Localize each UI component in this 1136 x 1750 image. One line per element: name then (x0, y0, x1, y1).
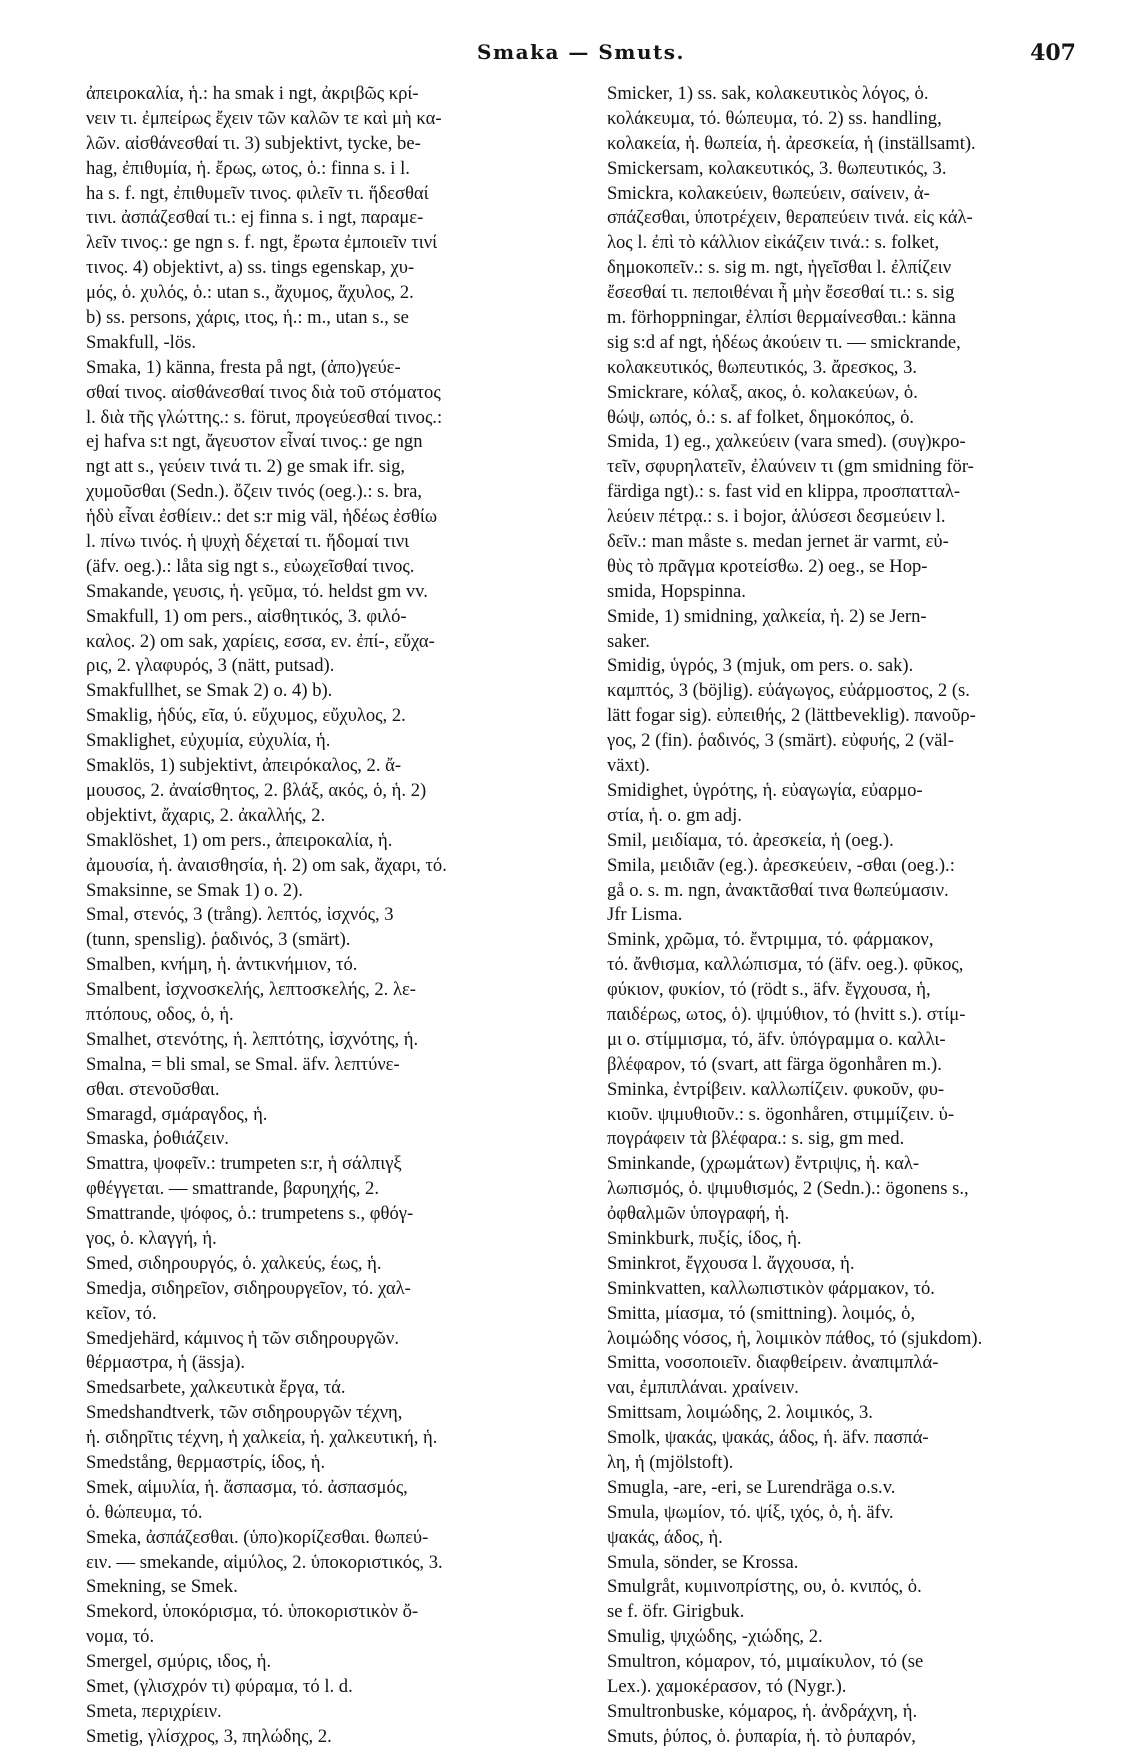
dictionary-line: νομα, τό. (86, 1626, 155, 1648)
dictionary-line: Smultronbuske, κόμαρος, ἡ. ἀνδράχνη, ἡ. (607, 1700, 918, 1722)
dictionary-line: θὺς τὸ πρᾶγμα κροτείσθω. 2) oeg., se Hop- (607, 555, 928, 577)
dictionary-line: φθέγγεται. — smattrande, βαρυηχής, 2. (86, 1178, 379, 1200)
dictionary-line: λεύειν πέτρᾳ.: s. i bojor, ἁλύσεσι δεσμεύειν l. (607, 506, 946, 528)
dictionary-line: objektivt, ἄχαρις, 2. ἀκαλλής, 2. (86, 804, 326, 826)
dictionary-line: Smida, 1) eg., χαλκεύειν (vara smed). (συγ)κρο- (607, 431, 966, 453)
dictionary-line: ὀφθαλμῶν ὑπογραφή, ἡ. (607, 1203, 790, 1225)
dictionary-line: πτόπους, οδος, ὁ, ἡ. (86, 1003, 234, 1025)
dictionary-line: Sminkburk, πυξίς, ίδος, ἡ. (607, 1227, 802, 1249)
dictionary-line: Smaksinne, se Smak 1) o. 2). (86, 879, 303, 901)
dictionary-line: Smek, αἱμυλία, ἡ. ἄσπασμα, τό. ἀσπασμός, (86, 1476, 408, 1498)
dictionary-line: hag, ἐπιθυμία, ἡ. ἔρως, ωτος, ὁ.: finna s. i l. (86, 157, 410, 179)
dictionary-line: Smulgråt, κυμινοπρίστης, ου, ὁ. κνιπός, ὁ. (607, 1576, 922, 1598)
dictionary-line: λεῖν τινος.: ge ngn s. f. ngt, ἔρωτα ἐμποιεῖν τινί (86, 232, 438, 254)
dictionary-line: Smickersam, κολακευτικός, 3. θωπευτικός, 3. (607, 157, 947, 179)
dictionary-line: ej hafva s:t ngt, ἄγευστον εἶναί τινος.: ge ngn (86, 431, 423, 453)
dictionary-line: νειν τι. ἐμπείρως ἔχειν τῶν καλῶν τε καὶ μὴ κα- (86, 107, 442, 129)
dictionary-line: Smulig, ψιχώδης, -χιώδης, 2. (607, 1626, 823, 1648)
dictionary-line: Smattra, ψοφεῖν.: trumpeten s:r, ἡ σάλπιγξ (86, 1153, 402, 1175)
dictionary-line: Smergel, σμύρις, ιδος, ἡ. (86, 1651, 272, 1673)
dictionary-line: ὁ. θώπευμα, τό. (86, 1501, 203, 1523)
right-column (607, 82, 1073, 1750)
dictionary-line: Smakande, γευσις, ἡ. γεῦμα, τό. heldst gm vv. (86, 580, 428, 602)
left-column (86, 82, 552, 1750)
dictionary-line: Smaka, 1) känna, fresta på ngt, (ἀπο)γεύε- (86, 356, 401, 378)
dictionary-line: Smickra, κολακεύειν, θωπεύειν, σαίνειν, ἀ- (607, 182, 930, 204)
dictionary-line: Smedsarbete, χαλκευτικὰ ἔργα, τά. (86, 1377, 346, 1399)
dictionary-line: μουσος, 2. ἀναίσθητος, 2. βλάξ, ακός, ὁ, ἡ. 2) (86, 779, 427, 801)
dictionary-line: Smakfullhet, se Smak 2) o. 4) b). (86, 680, 333, 702)
dictionary-line: κολάκευμα, τό. θώπευμα, τό. 2) ss. handling, (607, 107, 942, 129)
dictionary-line: (äfv. oeg.).: låta sig ngt s., εὐωχεῖσθαί τινος. (86, 555, 415, 577)
dictionary-line: Smakfull, 1) om pers., αἰσθητικός, 3. φιλό- (86, 605, 407, 627)
dictionary-line: κολακεία, ἡ. θωπεία, ἡ. ἀρεσκεία, ἡ (inställsamt). (607, 132, 976, 154)
dictionary-line: μι o. στίμμισμα, τό, äfv. ὑπόγραμμα o. καλλι- (607, 1028, 946, 1050)
dictionary-line: καμπτός, 3 (böjlig). εὐάγωγος, εὐάρμοστος, 2 (s. (607, 680, 970, 702)
dictionary-line: Smedja, σιδηρεῖον, σιδηρουργεῖον, τό. χαλ- (86, 1277, 411, 1299)
dictionary-line: smida, Hopspinna. (607, 580, 746, 602)
dictionary-line: Smittsam, λοιμώδης, 2. λοιμικός, 3. (607, 1402, 873, 1424)
dictionary-line: Smekord, ὑποκόρισμα, τό. ὑποκοριστικὸν ὄ- (86, 1601, 419, 1623)
page-header (86, 40, 1076, 80)
dictionary-line: τινος. 4) objektivt, a) ss. tings egenskap, χυ- (86, 257, 415, 279)
dictionary-line: τό. ἄνθισμα, καλλώπισμα, τό (äfv. oeg.). φῦκος, (607, 954, 964, 976)
dictionary-line: ἀμουσία, ἡ. ἀναισθησία, ἡ. 2) om sak, ἄχαρι, τό. (86, 854, 447, 876)
dictionary-line: σθαι. στενοῦσθαι. (86, 1078, 220, 1100)
dictionary-line: πογράφειν τὰ βλέφαρα.: s. sig, gm med. (607, 1128, 905, 1150)
dictionary-line: Smedjehärd, κάμινος ἡ τῶν σιδηρουργῶν. (86, 1327, 399, 1349)
dictionary-line: Smeta, περιχρίειν. (86, 1700, 222, 1722)
dictionary-line: ἡδὺ εἶναι ἐσθίειν.: det s:r mig väl, ἡδέως ἐσθίω (86, 506, 438, 528)
dictionary-line: κολακευτικός, θωπευτικός, 3. ἄρεσκος, 3. (607, 356, 918, 378)
dictionary-line: ρις, 2. γλαφυρός, 3 (nätt, putsad). (86, 655, 335, 677)
dictionary-line: ψακάς, άδος, ἡ. (607, 1526, 723, 1548)
dictionary-line: γος, ὁ. κλαγγή, ἡ. (86, 1227, 217, 1249)
dictionary-line: lätt fogar sig). εὐπειθής, 2 (lättbeveklig). πανοῦρ- (607, 705, 976, 727)
dictionary-line: Smattrande, ψόφος, ὁ.: trumpetens s., φθόγ- (86, 1203, 414, 1225)
dictionary-line: Smeka, ἀσπάζεσθαι. (ὑπο)κορίζεσθαι. θωπεύ- (86, 1526, 429, 1548)
dictionary-line: Smicker, 1) ss. sak, κολακευτικὸς λόγος, ὁ. (607, 83, 929, 104)
dictionary-line: κεῖον, τό. (86, 1302, 157, 1324)
dictionary-line: Smolk, ψακάς, ψακάς, άδος, ἡ. äfv. πασπά- (607, 1427, 929, 1449)
dictionary-line: φύκιον, φυκίον, τό (rödt s., äfv. ἔγχουσα, ἡ, (607, 979, 931, 1001)
dictionary-line: Jfr Lisma. (607, 904, 683, 926)
dictionary-line: Smetig, γλίσχρος, 3, πηλώδης, 2. (86, 1725, 332, 1747)
dictionary-line: Smula, ψωμίον, τό. ψίξ, ιχός, ὁ, ἡ. äfv. (607, 1501, 894, 1523)
dictionary-line: m. förhoppningar, ἐλπίσι θερμαίνεσθαι.: känna (607, 307, 957, 329)
dictionary-line: Smitta, νοσοποιεῖν. διαφθείρειν. ἀναπιμπλά- (607, 1352, 939, 1374)
dictionary-line: κιοῦν. ψιμυθιοῦν.: s. ögonhåren, στιμμίζειν. ὑ- (607, 1103, 955, 1125)
dictionary-line: Sminkande, (χρωμάτων) ἔντριψις, ἡ. καλ- (607, 1153, 920, 1175)
dictionary-line: Smidighet, ὑγρότης, ἡ. εὐαγωγία, εὐαρμο- (607, 779, 923, 801)
dictionary-line: Smalben, κνήμη, ἡ. ἀντικνήμιον, τό. (86, 954, 358, 976)
dictionary-line: Smaklös, 1) subjektivt, ἀπειρόκαλος, 2. ἄ- (86, 755, 402, 777)
dictionary-line: τεῖν, σφυρηλατεῖν, ἐλαύνειν τι (gm smidning för- (607, 456, 974, 478)
dictionary-line: Smed, σιδηρουργός, ὁ. χαλκεύς, έως, ἡ. (86, 1252, 382, 1274)
dictionary-line: δεῖν.: man måste s. medan jernet är varmt, εὐ- (607, 531, 949, 553)
dictionary-line: färdiga ngt).: s. fast vid en klippa, προσπατταλ- (607, 481, 961, 503)
dictionary-line: ἀπειροκαλία, ἡ.: ha smak i ngt, ἀκριβῶς κρί- (86, 83, 419, 104)
dictionary-line: ngt att s., γεύειν τινά τι. 2) ge smak ifr. sig, (86, 456, 406, 478)
page-number: 407 (1030, 40, 1076, 66)
dictionary-line: σθαί τινος. αἰσθάνεσθαί τινος διὰ τοῦ στόματος (86, 381, 441, 403)
dictionary-line: Smitta, μίασμα, τό (smittning). λοιμός, ὁ, (607, 1302, 916, 1324)
dictionary-line: Smet, (γλισχρόν τι) φύραμα, τό l. d. (86, 1676, 353, 1697)
dictionary-line: Smickrare, κόλαξ, ακος, ὁ. κολακεύων, ὁ. (607, 381, 918, 403)
dictionary-line: γος, 2 (fin). ῥαδινός, 3 (smärt). εὐφυής, 2 (väl- (607, 730, 954, 752)
dictionary-line: λος l. ἐπὶ τὸ κάλλιον εἰκάζειν τινά.: s. folket, (607, 232, 940, 254)
dictionary-line: λωπισμός, ὁ. ψιμυθισμός, 2 (Sedn.).: ögonens s., (607, 1178, 969, 1200)
dictionary-line: Smila, μειδιᾶν (eg.). ἀρεσκεύειν, -σθαι (oeg.).: (607, 854, 955, 876)
dictionary-line: λοιμώδης νόσος, ἡ, λοιμικὸν πάθος, τό (sjukdom). (607, 1327, 983, 1349)
dictionary-line: ἡ. σιδηρῖτις τέχνη, ἡ χαλκεία, ἡ. χαλκευτική, ἡ. (86, 1427, 438, 1449)
dictionary-line: χυμοῦσθαι (Sedn.). ὄζειν τινός (oeg.).: s. bra, (86, 481, 423, 503)
dictionary-line: sig s:d af ngt, ἡδέως ἀκούειν τι. — smickrande, (607, 331, 961, 353)
dictionary-line: gå o. s. m. ngn, ἀνακτᾶσθαί τινα θωπεύμασιν. (607, 879, 949, 901)
dictionary-line: Smaklig, ἡδύς, εῖα, ύ. εὔχυμος, εὔχυλος, 2. (86, 705, 406, 727)
dictionary-line: Smedshandtverk, τῶν σιδηρουργῶν τέχνη, (86, 1402, 403, 1424)
running-head: Smaka — Smuts. (477, 40, 685, 64)
dictionary-line: Smula, sönder, se Krossa. (607, 1551, 799, 1573)
dictionary-line: l. διὰ τῆς γλώττης.: s. förut, προγεύεσθαί τινος.: (86, 406, 443, 428)
dictionary-line: Smil, μειδίαμα, τό. ἀρεσκεία, ἡ (oeg.). (607, 829, 894, 851)
dictionary-line: Smink, χρῶμα, τό. ἔντριμμα, τό. φάρμακον, (607, 929, 934, 951)
dictionary-line: saker. (607, 630, 650, 652)
dictionary-line: b) ss. persons, χάρις, ιτος, ἡ.: m., utan s., se (86, 307, 409, 329)
dictionary-line: Lex.). χαμοκέρασον, τό (Nygr.). (607, 1676, 847, 1697)
dictionary-line: Smidig, ὑγρός, 3 (mjuk, om pers. o. sak). (607, 655, 914, 677)
dictionary-line: θέρμαστρα, ἡ (ässja). (86, 1352, 246, 1374)
dictionary-line: ἔσεσθαί τι. πεποιθέναι ἦ μὴν ἔσεσθαί τι.: s. sig (607, 282, 955, 304)
dictionary-line: Smalna, = bli smal, se Smal. äfv. λεπτύνε- (86, 1053, 400, 1075)
dictionary-line: θώψ, ωπός, ὁ.: s. af folket, δημοκόπος, ὁ. (607, 406, 915, 428)
dictionary-line: (tunn, spenslig). ῥαδινός, 3 (smärt). (86, 929, 351, 951)
dictionary-line: Sminkrot, ἔγχουσα l. ἄγχουσα, ἡ. (607, 1252, 855, 1274)
dictionary-line: ειν. — smekande, αἱμύλος, 2. ὑποκοριστικός, 3. (86, 1551, 443, 1573)
dictionary-line: Smalbent, ἰσχνοσκελής, λεπτοσκελής, 2. λε- (86, 979, 416, 1001)
dictionary-line: Smaska, ῥοθιάζειν. (86, 1128, 229, 1150)
dictionary-line: Sminka, ἐντρίβειν. καλλωπίζειν. φυκοῦν, φυ- (607, 1078, 945, 1100)
dictionary-line: σπάζεσθαι, ὑποτρέχειν, θεραπεύειν τινά. εἰς κάλ- (607, 207, 973, 229)
dictionary-line: βλέφαρον, τό (svart, att färga ögonhåren m.). (607, 1053, 942, 1075)
dictionary-line: στία, ἡ. o. gm adj. (607, 804, 742, 826)
dictionary-line: παιδέρως, ωτος, ὁ). ψιμύθιον, τό (hvitt s.). στίμ- (607, 1003, 966, 1025)
dictionary-line: ha s. f. ngt, ἐπιθυμεῖν τινος. φιλεῖν τι. ἥδεσθαί (86, 182, 429, 204)
dictionary-line: δημοκοπεῖν.: s. sig m. ngt, ἡγεῖσθαι l. ἐλπίζειν (607, 257, 952, 279)
dictionary-line: μός, ὁ. χυλός, ὁ.: utan s., ἄχυμος, ἄχυλος, 2. (86, 282, 414, 304)
dictionary-line: se f. öfr. Girigbuk. (607, 1601, 745, 1623)
dictionary-line: växt). (607, 755, 650, 777)
dictionary-line: Smaragd, σμάραγδος, ἡ. (86, 1103, 268, 1125)
dictionary-line: Smaklighet, εὐχυμία, εὐχυλία, ἡ. (86, 730, 331, 752)
dictionary-line: Smal, στενός, 3 (trång). λεπτός, ἰσχνός, 3 (86, 904, 394, 926)
dictionary-line: λῶν. αἰσθάνεσθαί τι. 3) subjektivt, tycke, be- (86, 132, 421, 154)
dictionary-line: τινι. ἀσπάζεσθαί τι.: ej finna s. i ngt, παραμε- (86, 207, 424, 229)
dictionary-line: Smultron, κόμαρον, τό, μιμαίκυλον, τό (se (607, 1651, 924, 1673)
dictionary-line: Smugla, -are, -eri, se Lurendräga o.s.v. (607, 1476, 896, 1498)
dictionary-line: ναι, ἐμπιπλάναι. χραίνειν. (607, 1377, 799, 1399)
dictionary-line: Smuts, ῥύπος, ὁ. ῥυπαρία, ἡ. τὸ ῥυπαρόν, (607, 1725, 916, 1747)
dictionary-line: Smakfull, -lös. (86, 331, 197, 353)
dictionary-line: λη, ἡ (mjölstoft). (607, 1451, 734, 1473)
dictionary-line: Smalhet, στενότης, ἡ. λεπτότης, ἰσχνότης, ἡ. (86, 1028, 419, 1050)
dictionary-line: Smedstång, θερμαστρίς, ίδος, ἡ. (86, 1451, 326, 1473)
dictionary-line: l. πίνω τινός. ἡ ψυχὴ δέχεταί τι. ἥδομαί τινι (86, 531, 410, 553)
dictionary-line: Smekning, se Smek. (86, 1576, 238, 1598)
dictionary-line: καλος. 2) om sak, χαρίεις, εσσα, εν. ἐπί-, εὔχα- (86, 630, 435, 652)
dictionary-line: Sminkvatten, καλλωπιστικὸν φάρμακον, τό. (607, 1277, 935, 1299)
dictionary-line: Smaklöshet, 1) om pers., ἀπειροκαλία, ἡ. (86, 829, 393, 851)
dictionary-line: Smide, 1) smidning, χαλκεία, ἡ. 2) se Jern- (607, 605, 927, 627)
